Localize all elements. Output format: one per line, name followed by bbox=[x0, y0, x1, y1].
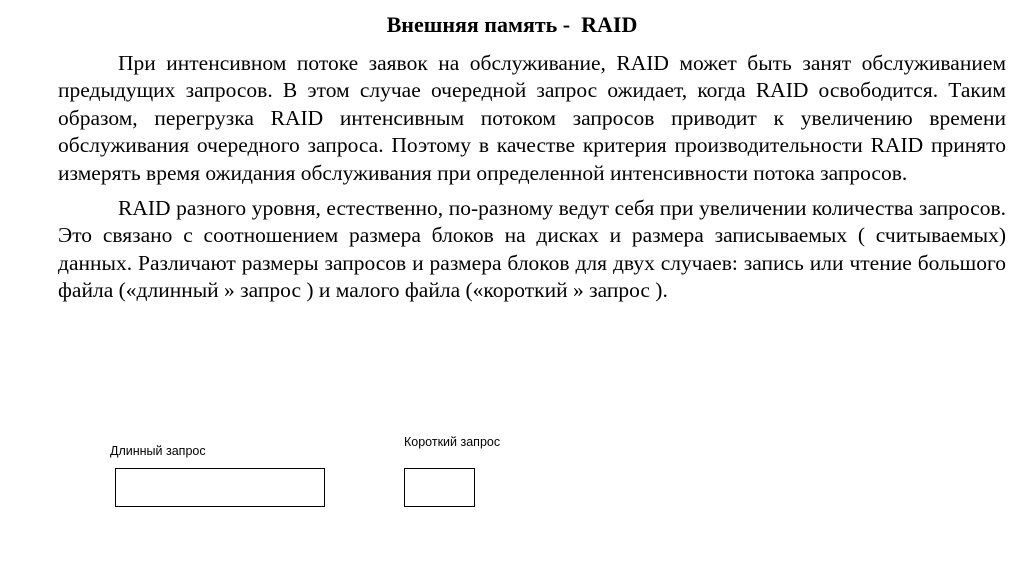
short-request-box bbox=[404, 468, 475, 507]
short-request-label: Короткий запрос bbox=[404, 435, 501, 449]
paragraph-intensity: При интенсивном потоке заявок на обслуживание, RAID может быть занят обслуживанием предыдущих запросов. В этом случае очередной запрос ожидает, когда RAID освободится. Таким образом, перегрузка RAID интенсивным потоком запросов приводит к увеличению времени обслуживания очередного запроса. Поэтому в качестве критерия производительности RAID принято измерять время ожидания обслуживания при определенной интенсивности потока запросов. bbox=[58, 51, 1006, 185]
paragraph-raid-levels: RAID разного уровня, естественно, по-разному ведут себя при увеличении количества запросов. Это связано с соотношением размера блоков на дисках и размера записываемых ( считываемых) данных. Различают размеры запросов и размера блоков для двух случаев: запись или чтение большого файла («длинный » запрос ) и малого файла («короткий » запрос ). bbox=[58, 196, 1006, 303]
long-request-box bbox=[115, 468, 325, 507]
slide-title: Внешняя память - RAID bbox=[386, 12, 638, 37]
long-request-label: Длинный запрос bbox=[110, 444, 206, 458]
body-text bbox=[58, 50, 1006, 305]
